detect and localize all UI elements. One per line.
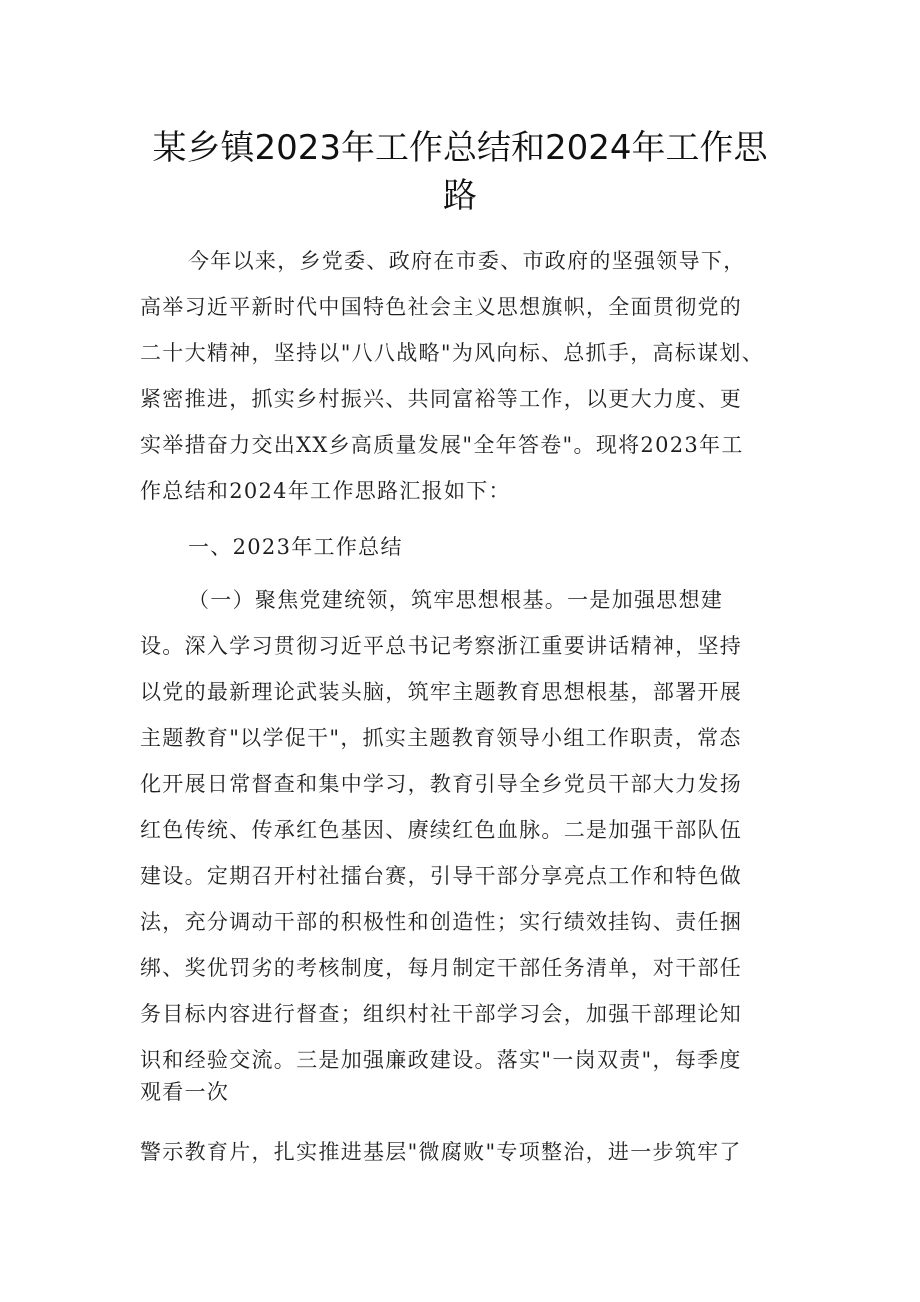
body-line: 实举措奋力交出XX乡高质量发展"全年答卷"。现将2023年工 [140,433,744,457]
body-line: 以党的最新理论武装头脑，筑牢主题教育思想根基，部署开展 [140,680,743,704]
document-title-line-2: 路 [443,176,477,216]
body-line: 绑、奖优罚劣的考核制度，每月制定干部任务清单，对干部任 [140,956,743,980]
body-line: 二十大精神，坚持以"八八战略"为风向标、总抓手，高标谋划、 [140,341,765,365]
body-line: 建设。定期召开村社擂台赛，引导干部分享亮点工作和特色做 [140,864,743,888]
body-line: 化开展日常督查和集中学习，教育引导全乡党员干部大力发扬 [140,772,743,796]
body-line: 红色传统、传承红色基因、赓续红色血脉。二是加强干部队伍 [140,818,743,842]
body-line: 作总结和2024年工作思路汇报如下： [140,479,511,503]
body-line: 今年以来，乡党委、政府在市委、市政府的坚强领导下， [188,249,746,273]
body-line: 务目标内容进行督查；组织村社干部学习会，加强干部理论知 [140,1002,743,1026]
body-line: 高举习近平新时代中国特色社会主义思想旗帜，全面贯彻党的 [140,295,743,319]
section-heading: 一、2023年工作总结 [188,535,403,559]
body-line: 警示教育片，扎实推进基层"微腐败"专项整治，进一步筑牢了 [140,1140,742,1164]
body-line: 主题教育"以学促干"，抓实主题教育领导小组工作职责，常态 [140,726,742,750]
document-title-line-1: 某乡镇2023年工作总结和2024年工作思 [152,128,768,168]
body-line: 识和经验交流。三是加强廉政建设。落实"一岗双责"，每季度 [140,1048,742,1072]
body-line: 法，充分调动干部的积极性和创造性；实行绩效挂钩、责任捆 [140,910,743,934]
body-line: 设。深入学习贯彻习近平总书记考察浙江重要讲话精神，坚持 [140,634,743,658]
body-line: 观看一次 [140,1080,230,1104]
body-line: （一）聚焦党建统领，筑牢思想根基。一是加强思想建 [188,588,724,612]
body-line: 紧密推进，抓实乡村振兴、共同富裕等工作，以更大力度、更 [140,387,743,411]
